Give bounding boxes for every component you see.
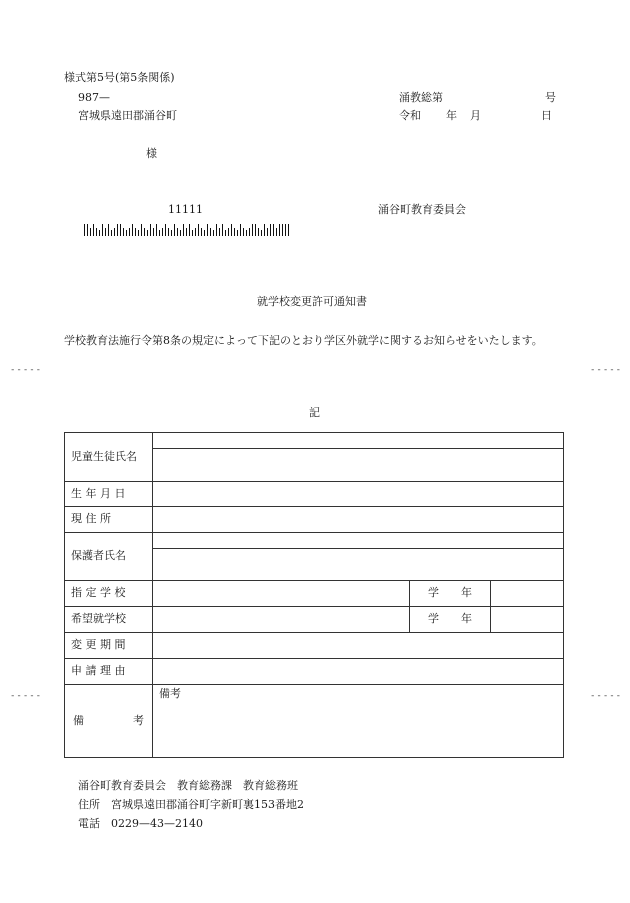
fold-mark-right-bottom: -----	[590, 691, 623, 701]
barcode-bar	[102, 224, 103, 236]
barcode-bar	[192, 230, 193, 236]
barcode-bar	[153, 228, 154, 236]
barcode-bar	[156, 224, 157, 236]
barcode-bar	[171, 230, 172, 236]
barcode-bar	[213, 230, 214, 236]
barcode-bar	[282, 224, 283, 236]
barcode-bar	[144, 228, 145, 236]
barcode-bar	[201, 228, 202, 236]
postal-barcode	[84, 221, 296, 233]
barcode-bar	[93, 224, 94, 236]
barcode-bar	[168, 228, 169, 236]
guardian-name-cell	[153, 549, 564, 581]
barcode-bar	[270, 224, 271, 236]
barcode-bar	[258, 228, 259, 236]
birth-date-cell	[153, 482, 564, 507]
barcode-bar	[231, 224, 232, 236]
address-label: 現 住 所	[65, 507, 153, 533]
barcode-bar	[105, 228, 106, 236]
barcode-bar	[183, 224, 184, 236]
barcode-bar	[132, 224, 133, 236]
date-year: 年	[446, 109, 457, 122]
barcode-bar	[186, 228, 187, 236]
barcode-bar	[150, 224, 151, 236]
barcode-bar	[252, 224, 253, 236]
barcode-bar	[96, 228, 97, 236]
form-number: 様式第5号(第5条関係)	[64, 71, 175, 84]
barcode-bar	[84, 224, 85, 236]
barcode-bar	[99, 230, 100, 236]
student-name-label: 児童生徒氏名	[65, 433, 153, 482]
barcode-bar	[120, 224, 121, 236]
date-day: 日	[541, 109, 552, 122]
barcode-bar	[285, 224, 286, 236]
barcode-bar	[273, 224, 274, 236]
barcode-bar	[204, 230, 205, 236]
change-period-cell	[153, 633, 564, 659]
customer-code: 11111	[168, 203, 203, 216]
barcode-bar	[162, 228, 163, 236]
remarks-inner-label: 備考	[159, 687, 181, 700]
barcode-bar	[177, 228, 178, 236]
document-body: 学校教育法施行令第8条の規定によって下記のとおり学区外就学に関するお知らせをいたします。	[64, 334, 543, 347]
barcode-bar	[222, 224, 223, 236]
barcode-bar	[219, 228, 220, 236]
grade-suffix: 年	[461, 612, 472, 626]
postal-code: 987—	[78, 91, 110, 104]
date-month: 月	[470, 109, 481, 122]
barcode-bar	[225, 230, 226, 236]
barcode-bar	[87, 224, 88, 236]
address-cell	[153, 507, 564, 533]
barcode-bar	[249, 228, 250, 236]
fold-mark-left-bottom: -----	[10, 691, 43, 701]
grade-label: 学	[428, 612, 439, 626]
guardian-furigana-cell	[153, 533, 564, 549]
student-name-furigana-cell	[153, 433, 564, 449]
remarks-label	[65, 685, 153, 758]
addressee-suffix: 様	[146, 147, 157, 160]
barcode-bar	[114, 228, 115, 236]
barcode-bar	[111, 230, 112, 236]
barcode-bar	[138, 230, 139, 236]
barcode-bar	[135, 228, 136, 236]
barcode-bar	[174, 224, 175, 236]
reason-label: 申 請 理 由	[65, 659, 153, 685]
barcode-bar	[255, 224, 256, 236]
remarks-label-char-2: 考	[133, 713, 144, 727]
barcode-bar	[117, 224, 118, 236]
footer-address: 住所 宮城県遠田郡涌谷町字新町裏153番地2	[78, 798, 304, 811]
barcode-bar	[228, 228, 229, 236]
barcode-bar	[288, 224, 289, 236]
remarks-label-char-1: 備	[73, 713, 84, 727]
barcode-bar	[90, 228, 91, 236]
barcode-bar	[267, 228, 268, 236]
barcode-bar	[180, 230, 181, 236]
barcode-bar	[141, 224, 142, 236]
barcode-bar	[279, 224, 280, 236]
barcode-bar	[237, 230, 238, 236]
footer-department: 涌谷町教育委員会 教育総務課 教育総務班	[78, 779, 298, 792]
barcode-bar	[189, 224, 190, 236]
reference-label: 涌教総第	[399, 91, 443, 104]
student-name-cell	[153, 449, 564, 482]
desired-extra-cell	[491, 607, 564, 633]
reason-cell	[153, 659, 564, 685]
barcode-bar	[123, 228, 124, 236]
barcode-bar	[165, 224, 166, 236]
reference-suffix: 号	[545, 91, 556, 104]
designated-school-cell	[153, 581, 410, 607]
barcode-bar	[147, 230, 148, 236]
barcode-bar	[129, 228, 130, 236]
barcode-bar	[240, 224, 241, 236]
remarks-cell	[153, 685, 564, 758]
barcode-bar	[234, 228, 235, 236]
barcode-bar	[108, 224, 109, 236]
barcode-bar	[264, 224, 265, 236]
change-period-label: 変 更 期 間	[65, 633, 153, 659]
desired-grade-cell	[410, 607, 491, 633]
designated-grade-cell	[410, 581, 491, 607]
barcode-bar	[261, 230, 262, 236]
barcode-bar	[210, 228, 211, 236]
date-era: 令和	[399, 109, 421, 122]
recipient-address: 宮城県遠田郡涌谷町	[78, 109, 177, 122]
ki-label: 記	[309, 406, 320, 419]
desired-school-label: 希望就学校	[65, 607, 153, 633]
issuer-name: 涌谷町教育委員会	[378, 203, 466, 216]
footer-phone: 電話 0229—43—2140	[78, 817, 203, 830]
birth-date-label: 生 年 月 日	[65, 482, 153, 507]
grade-label: 学	[428, 586, 439, 600]
barcode-bar	[216, 224, 217, 236]
barcode-bar	[198, 224, 199, 236]
barcode-bar	[246, 230, 247, 236]
designated-school-label: 指 定 学 校	[65, 581, 153, 607]
barcode-bar	[195, 228, 196, 236]
fold-mark-right-top: -----	[590, 365, 623, 375]
barcode-bar	[126, 230, 127, 236]
guardian-name-label: 保護者氏名	[65, 533, 153, 581]
grade-suffix: 年	[461, 586, 472, 600]
desired-school-cell	[153, 607, 410, 633]
barcode-bar	[276, 228, 277, 236]
barcode-bar	[159, 230, 160, 236]
notification-table	[64, 432, 564, 758]
document-title: 就学校変更許可通知書	[257, 295, 367, 308]
barcode-bar	[243, 228, 244, 236]
fold-mark-left-top: -----	[10, 365, 43, 375]
designated-extra-cell	[491, 581, 564, 607]
barcode-bar	[207, 224, 208, 236]
